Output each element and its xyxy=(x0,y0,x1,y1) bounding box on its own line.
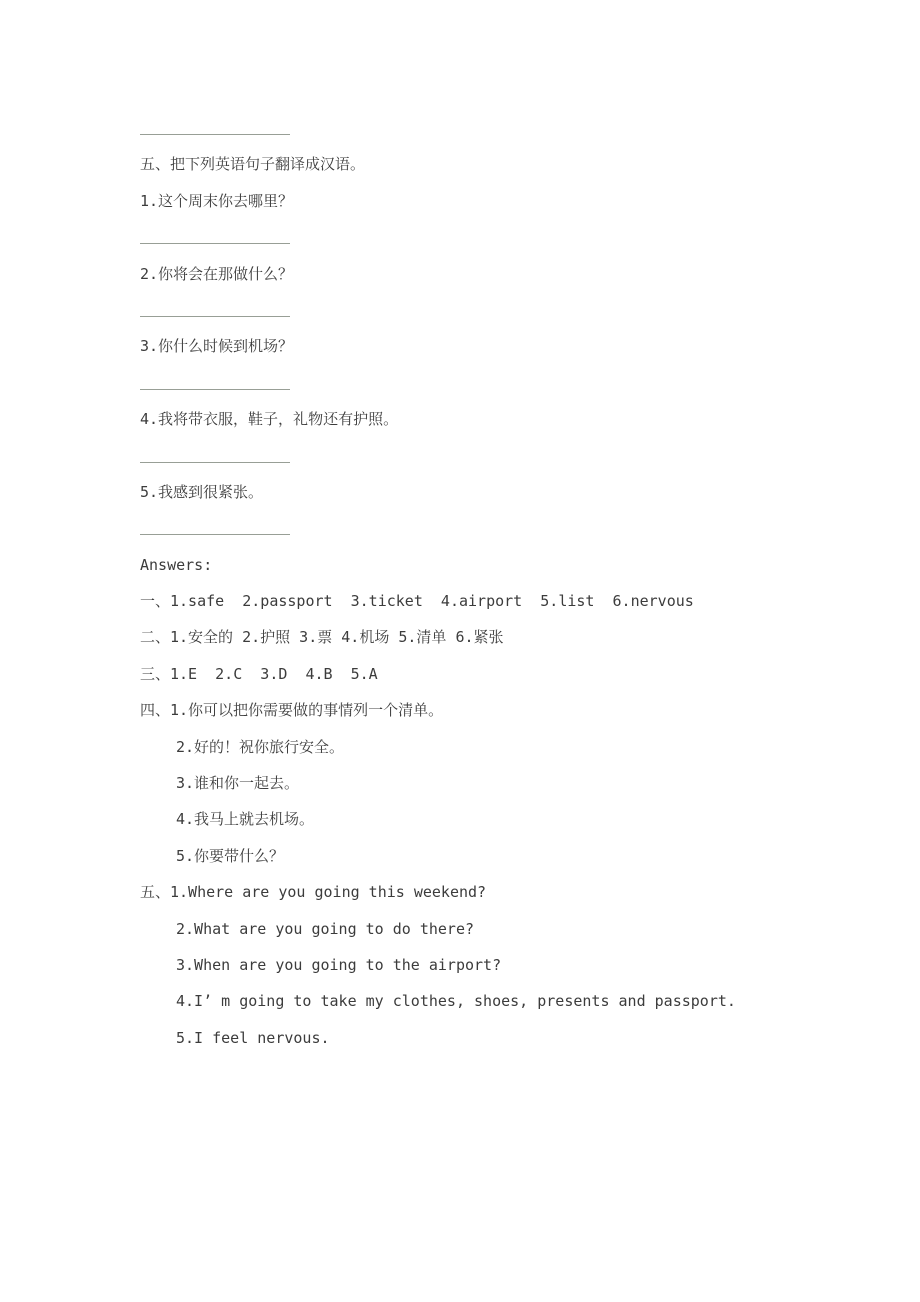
answer-key-section5-item5: 5.I feel nervous. xyxy=(176,1028,330,1047)
answer-key-section5-item1: 五、1.Where are you going this weekend? xyxy=(140,883,487,902)
answer-blank-line xyxy=(140,292,880,328)
answer-key-section4-item4: 4.我马上就去机场。 xyxy=(176,810,315,829)
underscore-line xyxy=(140,316,290,317)
answer-blank-line xyxy=(140,219,880,255)
answers-label: Answers: xyxy=(140,555,213,574)
answer-key-section3: 三、1.E 2.C 3.D 4.B 5.A xyxy=(140,664,378,683)
underscore-line xyxy=(140,534,290,535)
underscore-line xyxy=(140,243,290,244)
question-1: 1.这个周末你去哪里？ xyxy=(140,191,294,210)
answer-key-section5-item3: 3.When are you going to the airport? xyxy=(176,955,502,974)
answer-key-section4-item3: 3.谁和你一起去。 xyxy=(176,774,300,793)
answer-key-section1: 一、1.safe 2.passport 3.ticket 4.airport 5.list 6.nervous xyxy=(140,592,694,611)
question-5: 5.我感到很紧张。 xyxy=(140,482,264,501)
answer-key-section4-item2: 2.好的！祝你旅行安全。 xyxy=(176,737,345,756)
answer-blank-line xyxy=(140,438,880,474)
answer-key-section2: 二、1.安全的 2.护照 3.票 4.机场 5.清单 6.紧张 xyxy=(140,628,504,647)
answer-blank-line xyxy=(140,510,880,546)
answer-key-section5-item2: 2.What are you going to do there? xyxy=(176,919,475,938)
question-4: 4.我将带衣服，鞋子，礼物还有护照。 xyxy=(140,410,399,429)
answer-key-section4-item5: 5.你要带什么？ xyxy=(176,846,285,865)
question-2: 2.你将会在那做什么？ xyxy=(140,264,294,283)
answer-blank-line xyxy=(140,365,880,401)
question-3: 3.你什么时候到机场？ xyxy=(140,337,294,356)
underscore-line xyxy=(140,134,290,135)
answer-key-section5-item4: 4.I’ m going to take my clothes, shoes, presents and passport. xyxy=(176,992,736,1011)
answer-blank-line xyxy=(140,110,880,146)
answer-key-section4-item1: 四、1.你可以把你需要做的事情列一个清单。 xyxy=(140,701,444,720)
underscore-line xyxy=(140,462,290,463)
section5-heading: 五、把下列英语句子翻译成汉语。 xyxy=(140,155,366,174)
underscore-line xyxy=(140,389,290,390)
